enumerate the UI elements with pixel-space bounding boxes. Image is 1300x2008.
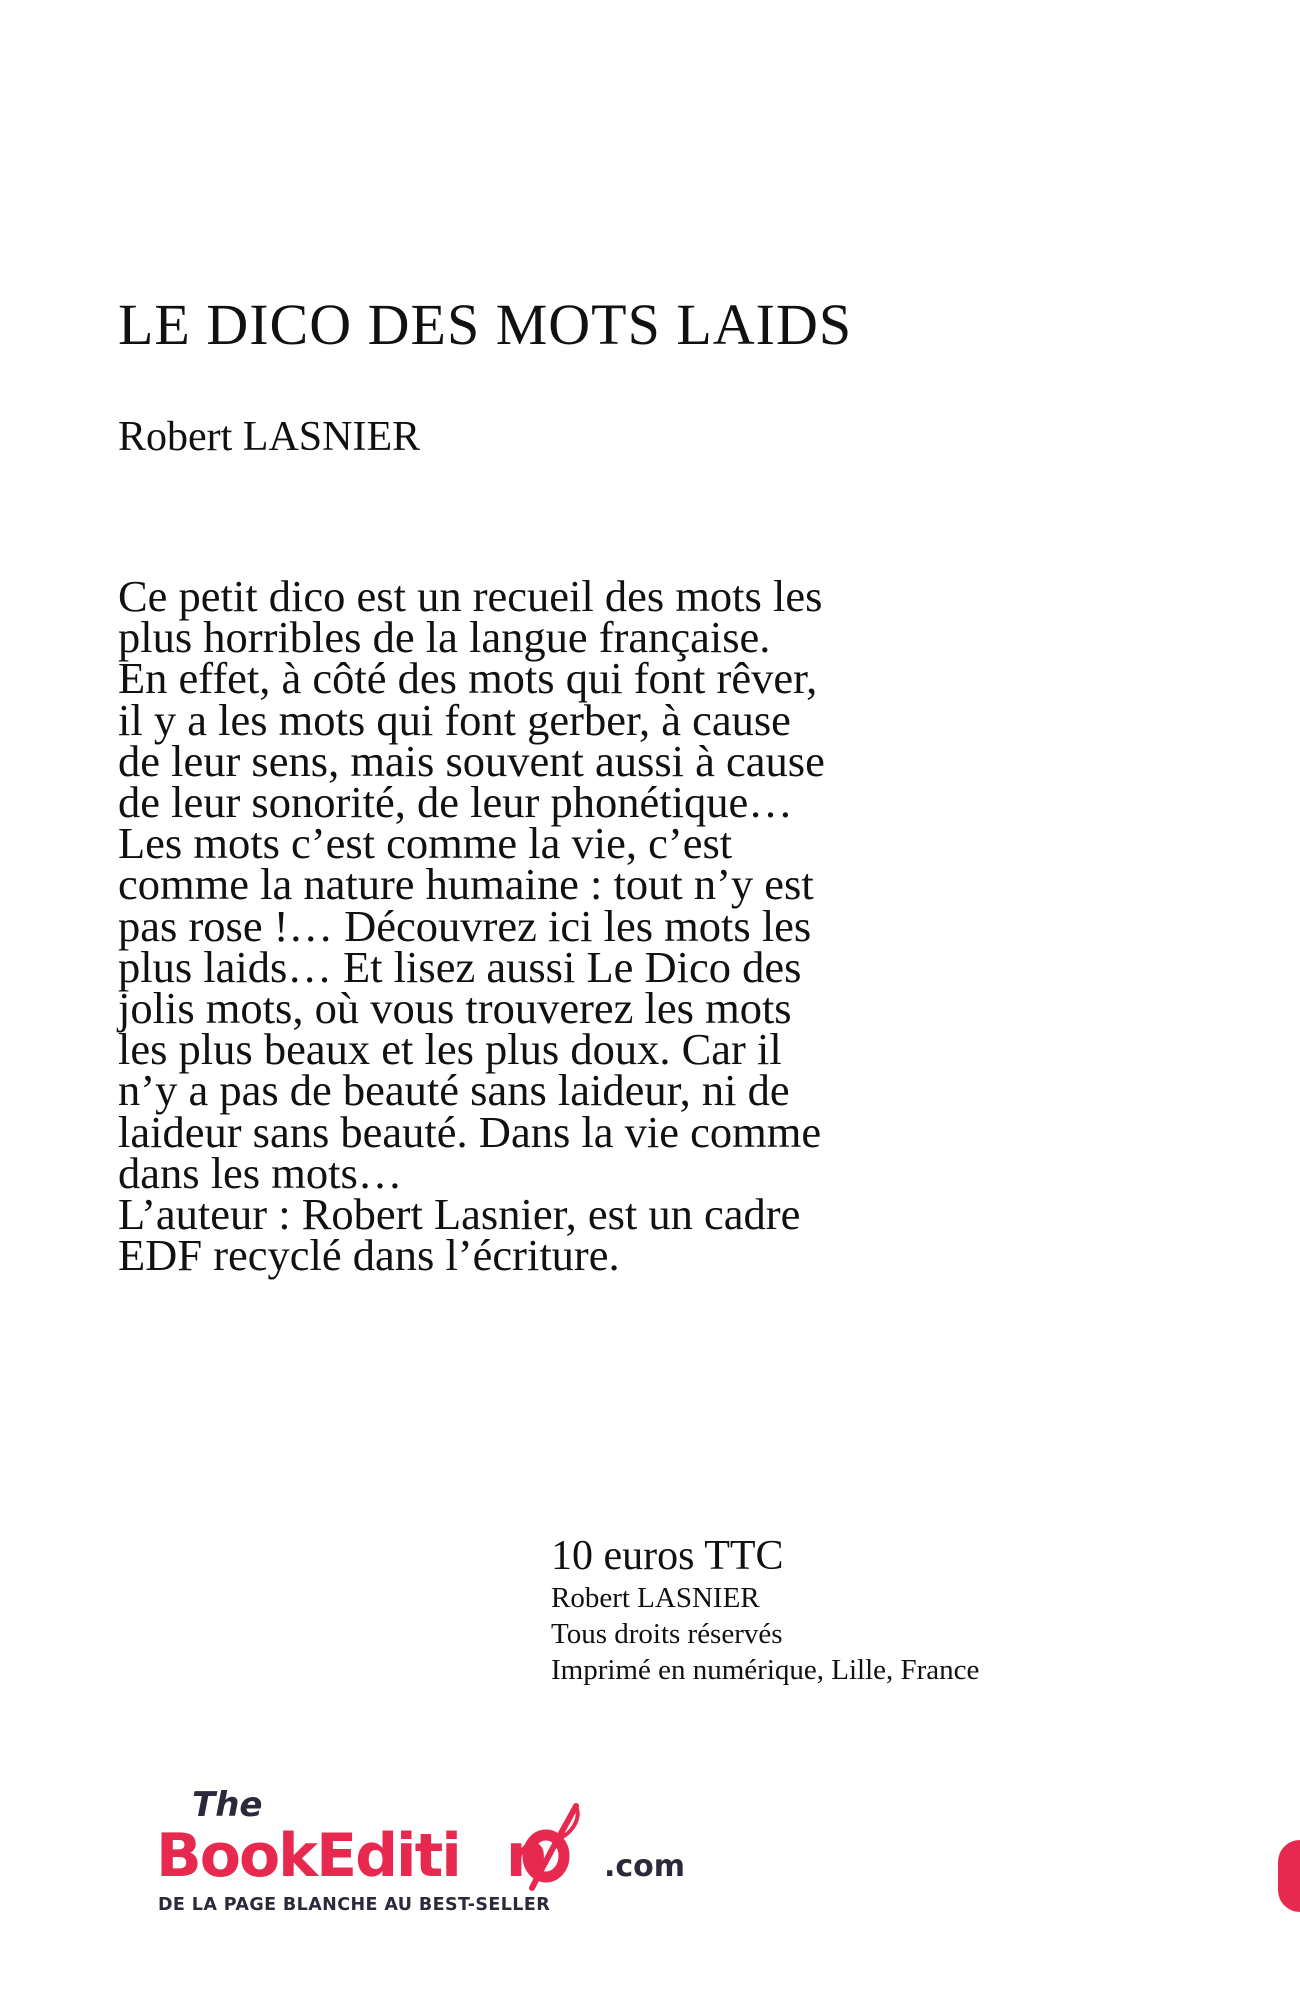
book-title: LE DICO DES MOTS LAIDS (118, 292, 853, 357)
blurb-line: L’auteur : Robert Lasnier, est un cadre (118, 1189, 801, 1240)
book-author: Robert LASNIER (118, 414, 421, 460)
quill-o-icon (528, 1806, 578, 1888)
blurb (118, 571, 978, 1281)
blurb-line: Les mots c’est comme la vie, c’est (118, 818, 733, 869)
logo-the: The (192, 1785, 263, 1825)
blurb-line: de leur sonorité, de leur phonétique… (118, 777, 793, 828)
blurb-line: EDF recyclé dans l’écriture. (118, 1230, 620, 1281)
blurb-line: dans les mots… (118, 1147, 403, 1198)
blurb-line: En effet, à côté des mots qui font rêver, (118, 653, 818, 704)
blurb-line: Ce petit dico est un recueil des mots les (118, 571, 823, 621)
blurb-line: plus laids… Et lisez aussi Le Dico des (118, 941, 802, 992)
blurb-line: laideur sans beauté. Dans la vie comme (118, 1106, 822, 1157)
publisher-logo (156, 1776, 716, 1916)
printing-notice: Imprimé en numérique, Lille, France (551, 1654, 980, 1686)
blurb-line: de leur sens, mais souvent aussi à cause (118, 735, 825, 786)
edge-decoration (1278, 1840, 1300, 1912)
logo-tagline: DE LA PAGE BLANCHE AU BEST-SELLER (158, 1895, 551, 1915)
colophon (551, 1532, 979, 1688)
blurb-line: plus horribles de la langue française. (118, 612, 771, 663)
logo-brand-main: BookEditi (156, 1821, 460, 1891)
logo-domain: .com (604, 1849, 686, 1884)
colophon-author: Robert LASNIER (551, 1582, 760, 1614)
blurb-line: pas rose !… Découvrez ici les mots les (118, 900, 812, 951)
blurb-line: il y a les mots qui font gerber, à cause (118, 694, 791, 745)
logo-brand (156, 1821, 547, 1891)
price: 10 euros TTC (551, 1533, 784, 1579)
blurb-line: les plus beaux et les plus doux. Car il (118, 1024, 782, 1075)
rights-notice: Tous droits réservés (551, 1618, 783, 1650)
logo-brand-end: n (505, 1821, 547, 1891)
blurb-line: comme la nature humaine : tout n’y est (118, 859, 814, 910)
blurb-line: jolis mots, où vous trouverez les mots (118, 983, 792, 1034)
blurb-line: n’y a pas de beauté sans laideur, ni de (118, 1065, 790, 1116)
